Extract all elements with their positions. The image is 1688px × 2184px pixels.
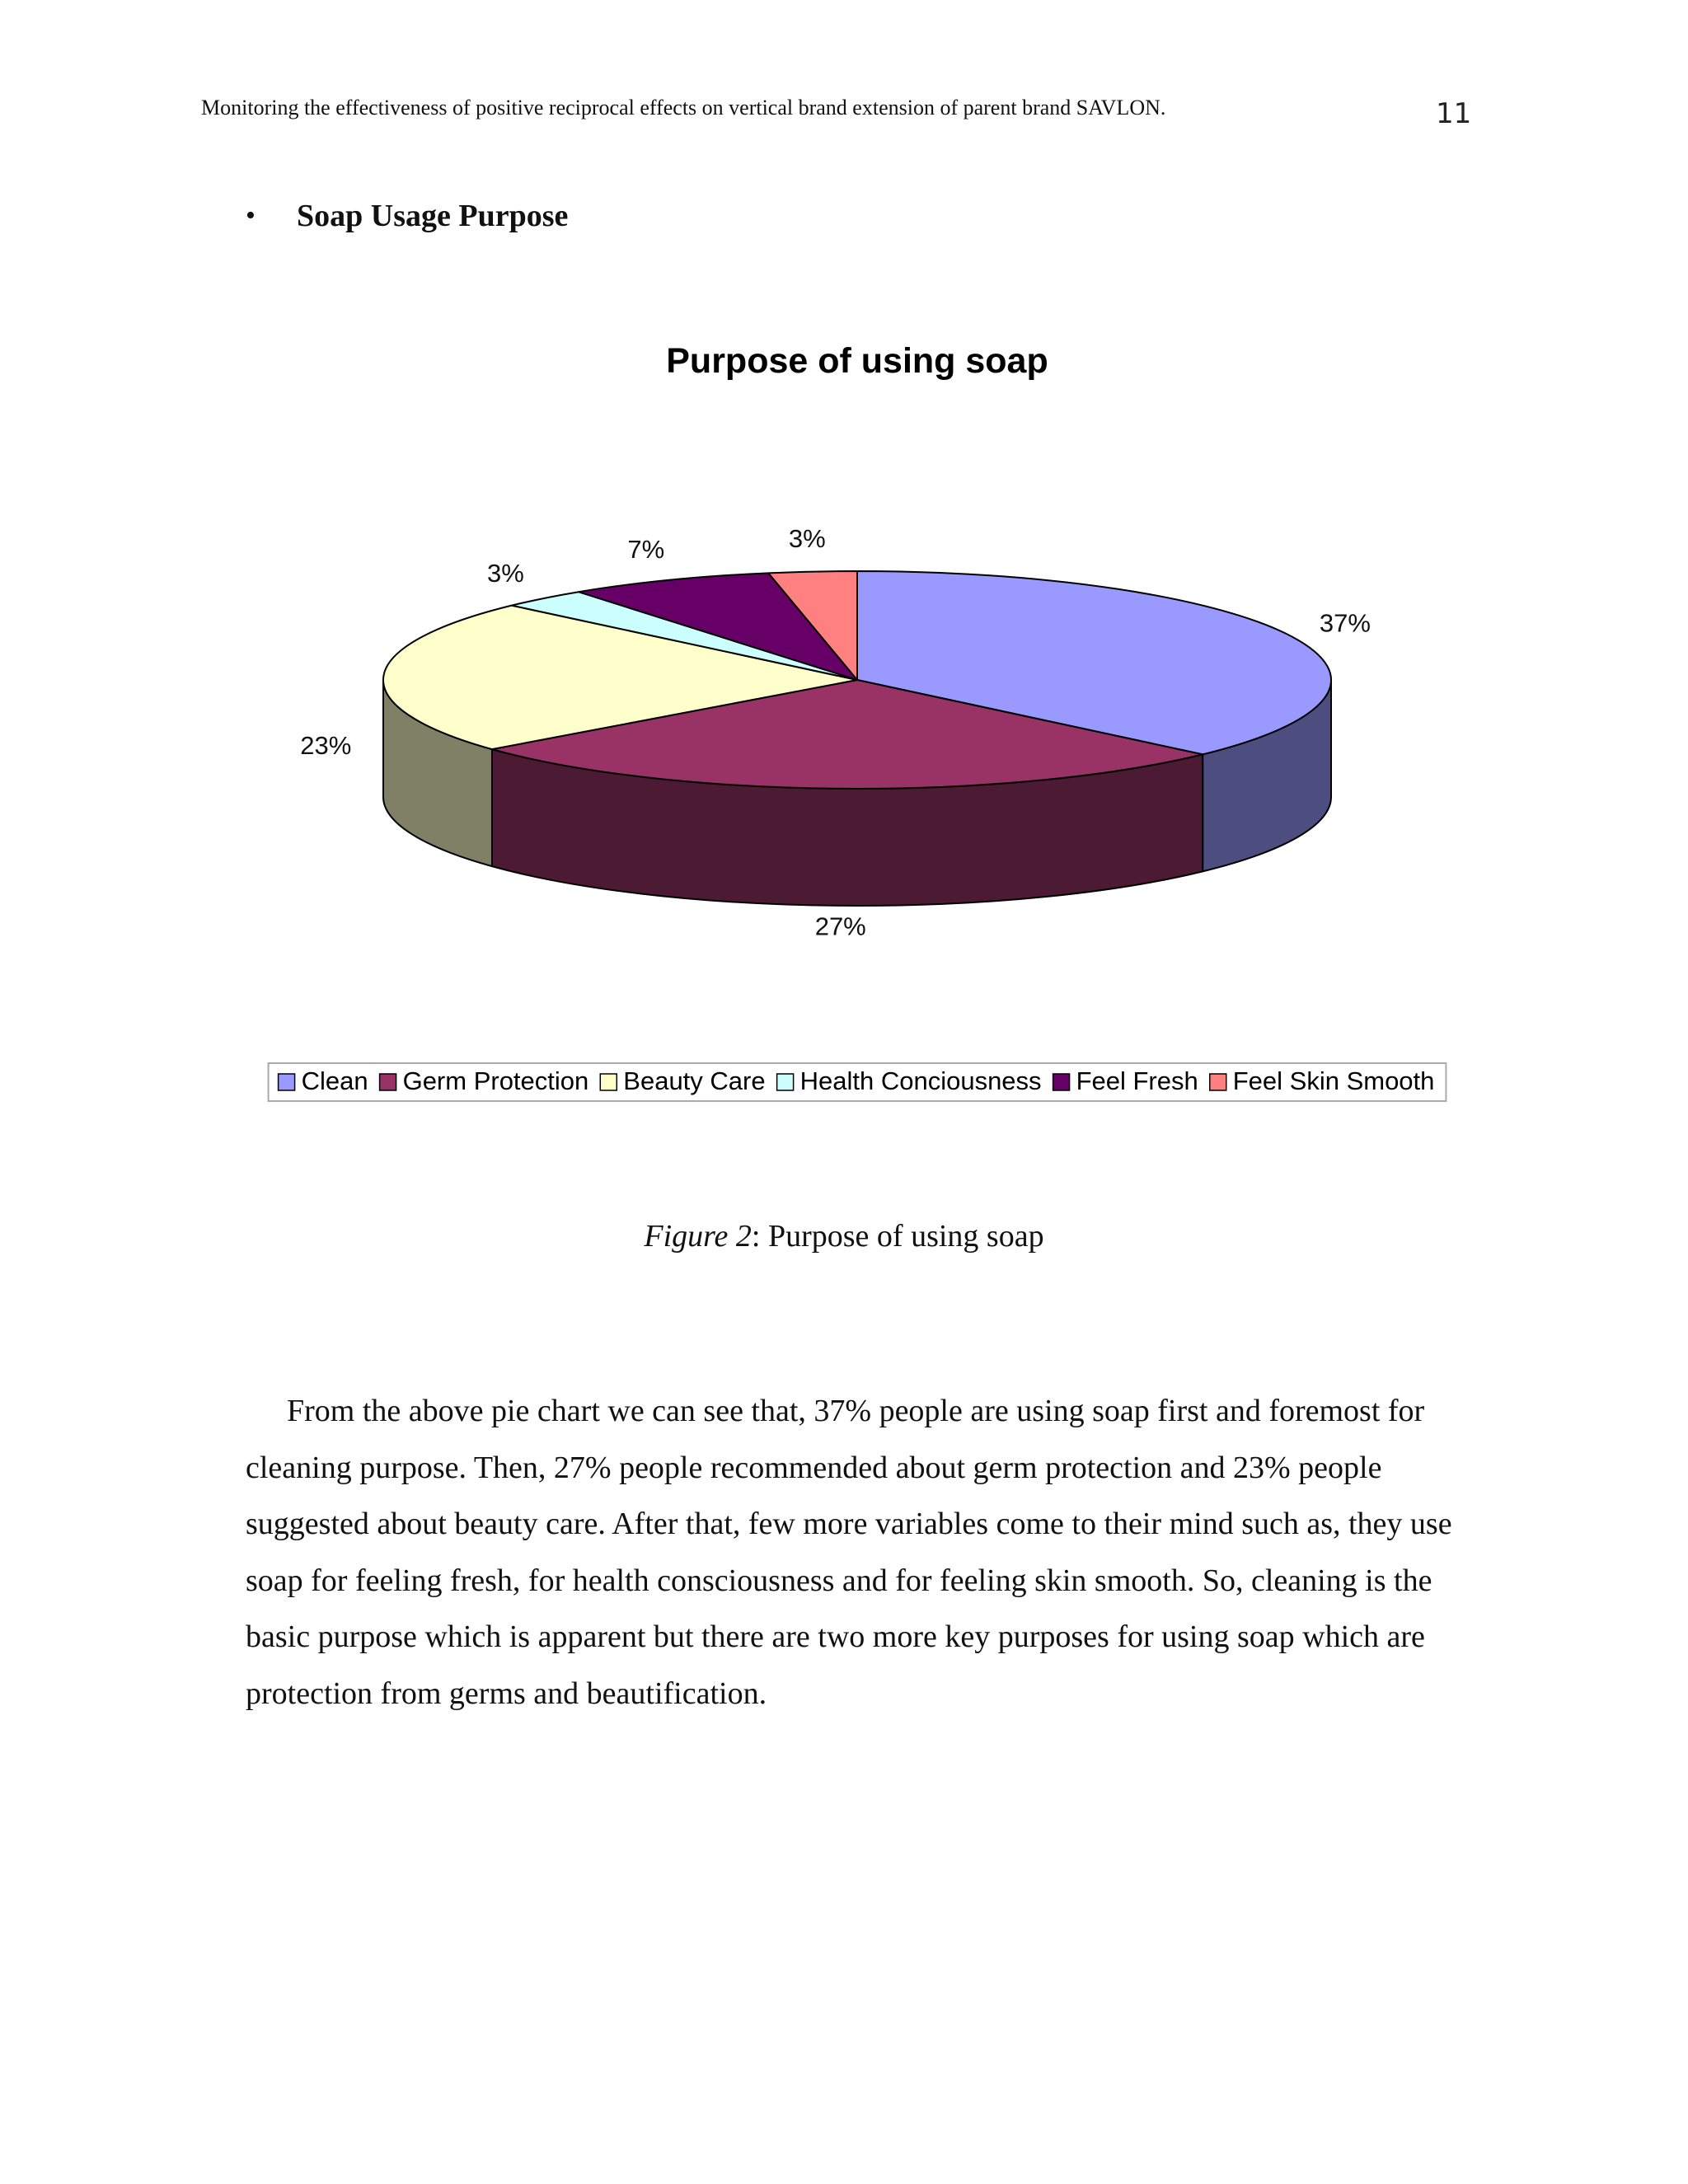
legend-swatch-health-conciousness [777, 1074, 794, 1090]
legend-swatch-feel-skin-smooth [1210, 1074, 1226, 1090]
section-heading-text: Soap Usage Purpose [297, 199, 569, 233]
data-label-clean: 37% [1319, 608, 1371, 638]
bullet-icon: • [246, 200, 256, 231]
running-header: Monitoring the effectiveness of positive reciprocal effects on vertical brand extension of parent brand SAVLON. [201, 96, 1166, 120]
chart-title: Purpose of using soap [666, 341, 1048, 381]
body-paragraph: From the above pie chart we can see that, 37% people are using soap first and foremost for cleaning purpose. Then, 27% people recommended about germ protection and 23% people suggested about beauty care. After that, few more variables come to their mind such as, they use soap for feeling fresh, for health consciousness and for feeling skin smooth. So, cleaning is the basic purpose which is apparent but there are two more key purposes for using soap which are protection from germs and beautification. [246, 1394, 1452, 1711]
figure-label: Figure 2 [644, 1219, 752, 1254]
chart-legend [269, 1063, 1447, 1101]
legend-swatch-feel-fresh [1053, 1074, 1070, 1090]
data-label-health-conciousness: 3% [487, 558, 524, 588]
data-label-feel-skin-smooth: 3% [788, 523, 826, 553]
data-label-beauty-care: 23% [300, 730, 352, 760]
legend-label-germ-protection: Germ Protection [402, 1066, 589, 1095]
page-number: 11 [1436, 97, 1472, 130]
data-label-germ-protection: 27% [814, 912, 866, 941]
figure-caption [0, 1218, 1688, 1254]
legend-label-beauty-care: Beauty Care [623, 1066, 766, 1095]
legend-swatch-beauty-care [600, 1074, 617, 1090]
legend-label-feel-fresh: Feel Fresh [1076, 1066, 1198, 1095]
section-heading [246, 198, 568, 234]
pie-chart [0, 313, 1688, 1137]
pie-tops [383, 571, 1331, 789]
data-label-feel-fresh: 7% [627, 535, 665, 565]
figure-caption-text: : Purpose of using soap [751, 1219, 1044, 1254]
legend-label-health-conciousness: Health Conciousness [799, 1066, 1042, 1095]
legend-swatch-clean [279, 1074, 295, 1090]
legend-label-feel-skin-smooth: Feel Skin Smooth [1232, 1066, 1435, 1095]
legend-label-clean: Clean [301, 1066, 368, 1095]
legend-swatch-germ-protection [380, 1074, 396, 1090]
